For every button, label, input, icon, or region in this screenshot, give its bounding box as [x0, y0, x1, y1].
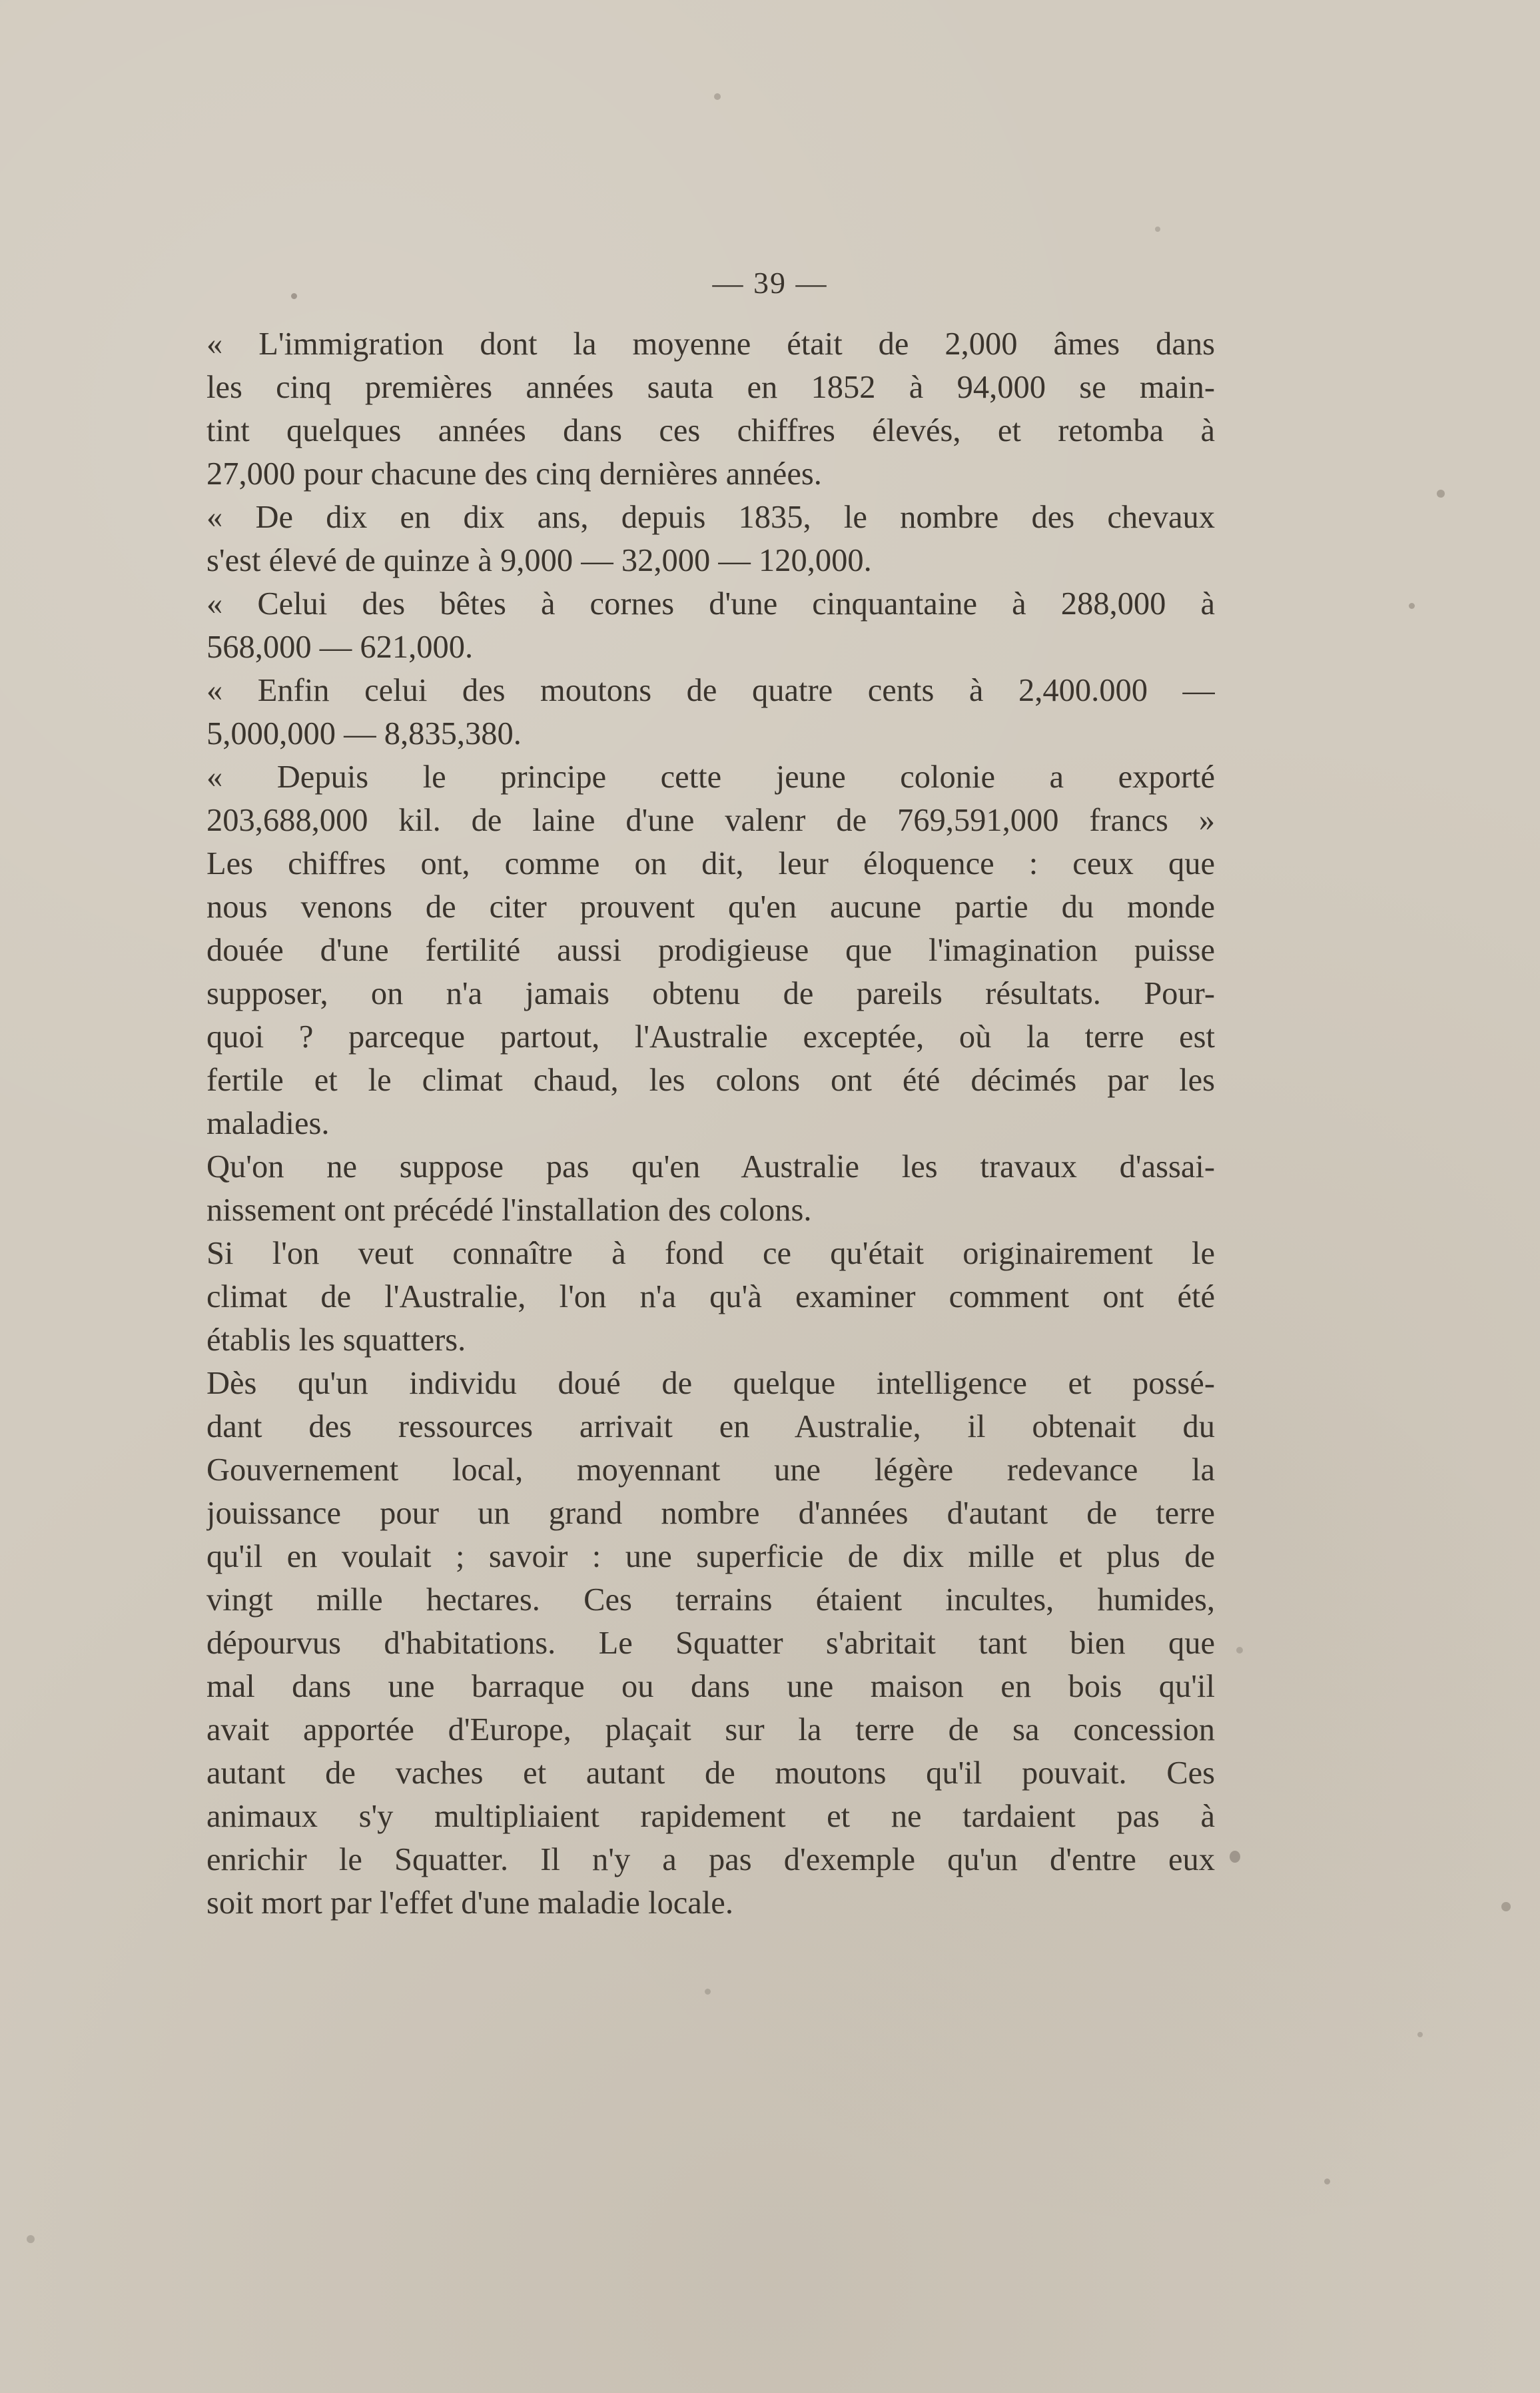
- text-line: s'est élevé de quinze à 9,000 — 32,000 — 120,000.: [206, 543, 872, 578]
- text-line: maladies.: [206, 1106, 330, 1141]
- paper-speck: [1236, 1647, 1243, 1654]
- text-line: 203,688,000 kil. de laine d'une valenr de 769,591,000 francs »: [206, 803, 1215, 838]
- text-line: « Celui des bêtes à cornes d'une cinquantaine à 288,000 à: [206, 586, 1215, 622]
- text-line: quoi ? parceque partout, l'Australie exceptée, où la terre est: [206, 1019, 1215, 1055]
- text-line: fertile et le climat chaud, les colons ont été décimés par les: [206, 1063, 1215, 1098]
- paper-speck: [27, 2235, 35, 2243]
- text-line: supposer, on n'a jamais obtenu de pareils résultats. Pour-: [206, 976, 1215, 1011]
- text-line: Si l'on veut connaître à fond ce qu'était originairement le: [206, 1236, 1215, 1271]
- text-line: climat de l'Australie, l'on n'a qu'à examiner comment ont été: [206, 1279, 1215, 1314]
- text-line: dépourvus d'habitations. Le Squatter s'abritait tant bien que: [206, 1626, 1215, 1661]
- text-line: enrichir le Squatter. Il n'y a pas d'exemple qu'un d'entre eux: [206, 1842, 1215, 1877]
- text-line: mal dans une barraque ou dans une maison en bois qu'il: [206, 1669, 1215, 1704]
- text-line: 27,000 pour chacune des cinq dernières années.: [206, 456, 822, 492]
- text-line: « L'immigration dont la moyenne était de 2,000 âmes dans: [206, 326, 1215, 362]
- text-line: qu'il en voulait ; savoir : une superficie de dix mille et plus de: [206, 1539, 1215, 1574]
- text-line: avait apportée d'Europe, plaçait sur la terre de sa concession: [206, 1712, 1215, 1747]
- text-line: les cinq premières années sauta en 1852 à 94,000 se main-: [206, 370, 1215, 405]
- text-line: vingt mille hectares. Ces terrains étaient incultes, humides,: [206, 1582, 1215, 1618]
- paper-speck: [1324, 2178, 1330, 2184]
- text-line: douée d'une fertilité aussi prodigieuse que l'imagination puisse: [206, 933, 1215, 968]
- paper-speck: [1437, 490, 1445, 498]
- text-line: animaux s'y multipliaient rapidement et ne tardaient pas à: [206, 1799, 1215, 1834]
- text-line: Les chiffres ont, comme on dit, leur éloquence : ceux que: [206, 846, 1215, 881]
- text-line: établis les squatters.: [206, 1322, 466, 1358]
- text-line: nous venons de citer prouvent qu'en aucune partie du monde: [206, 889, 1215, 925]
- text-line: « Enfin celui des moutons de quatre cents à 2,400.000 —: [206, 673, 1215, 708]
- text-line: Qu'on ne suppose pas qu'en Australie les travaux d'assai-: [206, 1149, 1215, 1185]
- text-line: soit mort par l'effet d'une maladie locale.: [206, 1885, 733, 1921]
- paper-speck: [1155, 227, 1160, 232]
- paper-speck: [291, 293, 297, 299]
- paper-speck: [1501, 1902, 1511, 1911]
- paper-speck: [1417, 2032, 1423, 2037]
- text-line: jouissance pour un grand nombre d'années d'autant de terre: [206, 1496, 1215, 1531]
- body-text: [206, 322, 1215, 1925]
- text-line: 5,000,000 — 8,835,380.: [206, 716, 522, 751]
- text-line: tint quelques années dans ces chiffres élevés, et retomba à: [206, 413, 1215, 448]
- paper-speck: [705, 1989, 711, 1995]
- text-line: dant des ressources arrivait en Australie, il obtenait du: [206, 1409, 1215, 1444]
- text-line: 568,000 — 621,000.: [206, 630, 474, 665]
- text-line: Dès qu'un individu doué de quelque intelligence et possé-: [206, 1366, 1215, 1401]
- page-number: — 39 —: [712, 266, 828, 300]
- text-line: autant de vaches et autant de moutons qu'il pouvait. Ces: [206, 1755, 1215, 1791]
- paper-speck: [1230, 1851, 1240, 1863]
- text-line: « De dix en dix ans, depuis 1835, le nombre des chevaux: [206, 500, 1215, 535]
- text-line: nissement ont précédé l'installation des colons.: [206, 1193, 812, 1228]
- text-line: « Depuis le principe cette jeune colonie a exporté: [206, 759, 1215, 795]
- paper-speck: [714, 93, 721, 100]
- paper-speck: [1409, 603, 1415, 609]
- text-line: Gouvernement local, moyennant une légère redevance la: [206, 1452, 1215, 1488]
